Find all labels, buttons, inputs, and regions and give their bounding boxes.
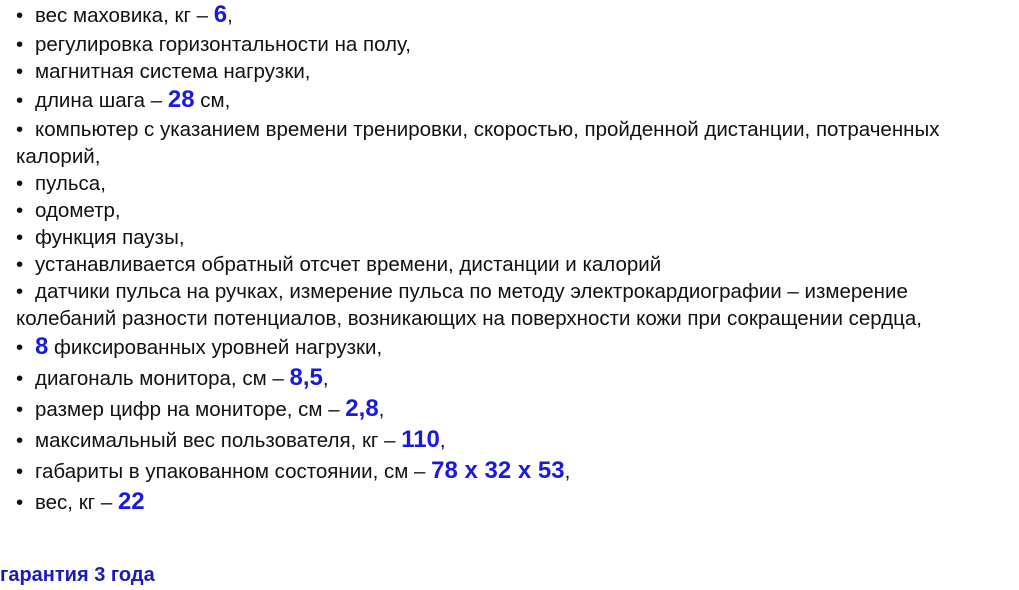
spec-text: компьютер с указанием времени тренировки, скоростью, пройденной дистанции, потраченных калорий, [16, 118, 940, 168]
spec-value: 2,8 [345, 395, 379, 422]
bullet-icon: • [16, 491, 24, 514]
bullet-icon: • [16, 460, 24, 483]
spec-text: устанавливается обратный отсчет времени, дистанции и калорий [35, 253, 662, 276]
bullet-icon: • [16, 33, 24, 56]
bullet-icon: • [16, 253, 24, 276]
spec-item-stride-length [16, 85, 1006, 116]
bullet-icon: • [16, 172, 24, 195]
spec-item-magnetic-system [16, 58, 1006, 85]
bullet-icon: • [16, 336, 24, 359]
spec-item-computer [16, 116, 1006, 170]
spec-text: магнитная система нагрузки, [35, 60, 311, 83]
spec-label: диагональ монитора, см – [35, 367, 290, 390]
spec-suffix: , [378, 398, 385, 421]
bullet-icon: • [16, 280, 24, 303]
spec-suffix: , [439, 429, 446, 452]
bullet-icon: • [16, 89, 24, 112]
spec-item-package-dimensions [16, 456, 1006, 487]
spec-value: 6 [213, 1, 228, 28]
spec-suffix: фиксированных уровней нагрузки, [48, 336, 383, 359]
spec-item-monitor-diagonal [16, 363, 1006, 394]
spec-label: габариты в упакованном состоянии, см – [35, 460, 432, 483]
bullet-icon: • [16, 429, 24, 452]
bullet-icon: • [16, 226, 24, 249]
spec-value: 22 [117, 488, 145, 515]
spec-suffix: , [564, 460, 571, 483]
spec-text: функция паузы, [35, 226, 185, 249]
spec-list [16, 0, 1006, 518]
spec-item-pulse-sensors [16, 278, 1006, 332]
bullet-icon: • [16, 398, 24, 421]
spec-value: 8 [35, 333, 49, 360]
spec-label: максимальный вес пользователя, кг – [35, 429, 402, 452]
spec-text: датчики пульса на ручках, измерение пульса по методу электрокардиографии – измерение колебаний разности потенциалов, возникающих на поверхности кожи при сокращении сердца, [16, 280, 922, 330]
spec-label: длина шага – [35, 89, 168, 112]
spec-item-odometer [16, 197, 1006, 224]
spec-item-pulse [16, 170, 1006, 197]
spec-value: 8,5 [289, 364, 323, 391]
spec-item-max-user-weight [16, 425, 1006, 456]
spec-item-weight [16, 487, 1006, 518]
spec-text: одометр, [35, 199, 121, 222]
spec-text: регулировка горизонтальности на полу, [35, 33, 411, 56]
spec-value: 110 [401, 426, 440, 453]
bullet-icon: • [16, 118, 24, 141]
spec-value: 78 x 32 x 53 [431, 457, 565, 484]
spec-item-load-levels [16, 332, 1006, 363]
bullet-icon: • [16, 4, 24, 27]
spec-item-digit-size [16, 394, 1006, 425]
spec-item-pause [16, 224, 1006, 251]
spec-label: размер цифр на мониторе, см – [35, 398, 346, 421]
spec-item-countdown [16, 251, 1006, 278]
bullet-icon: • [16, 60, 24, 83]
bullet-icon: • [16, 367, 24, 390]
spec-suffix: , [322, 367, 329, 390]
spec-suffix: , [227, 4, 233, 27]
spec-text: пульса, [35, 172, 106, 195]
spec-label: вес, кг – [35, 491, 118, 514]
spec-item-floor-leveling [16, 31, 1006, 58]
spec-label: вес маховика, кг – [35, 4, 214, 27]
spec-value: 28 [167, 86, 195, 113]
spec-suffix: см, [194, 89, 231, 112]
spec-item-flywheel-weight [16, 0, 1006, 31]
bullet-icon: • [16, 199, 24, 222]
warranty-text: гарантия 3 года [0, 564, 155, 586]
